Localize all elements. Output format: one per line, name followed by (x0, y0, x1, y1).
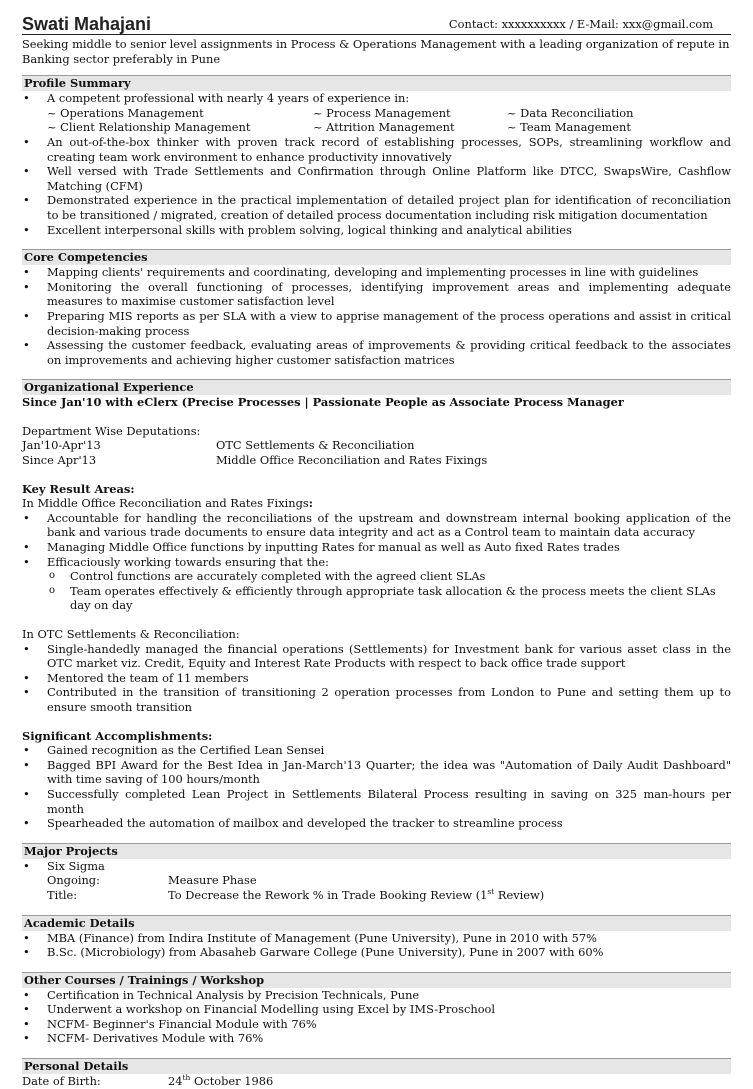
sub-list-item: o Control functions are accurately completed with the agreed client SLAs (22, 569, 731, 584)
list-item: • B.Sc. (Microbiology) from Abasaheb Garware College (Pune University), Pune in 2007 with 60% (22, 945, 731, 960)
project-title-label: Title: (47, 887, 78, 902)
section-title-academic: Academic Details (22, 915, 731, 931)
list-item: • Monitoring the overall functioning of processes, identifying improvement areas and implementing adequate measures to maximise customer satisfaction level (22, 280, 731, 309)
candidate-name: Swati Mahajani (22, 14, 152, 35)
list-item: • Accountable for handling the reconciliations of the upstream and downstream internal booking application of the bank and various trade documents to ensure data integrity and act as a Control team to maintain data accuracy (22, 511, 731, 540)
project-title-text: To Decrease the Rework % in Trade Booking Review (1 (168, 887, 488, 902)
deputation-row (22, 438, 731, 453)
list-item: • Contributed in the transition of transitioning 2 operation processes from London to Pune and setting them up to ensure smooth transition (22, 685, 731, 714)
mo-label-text: In Middle Office Reconciliation and Rates Fixings (22, 496, 309, 511)
list-item: • Six Sigma (22, 859, 731, 874)
project-title-end: Review) (494, 887, 545, 902)
profile-list (22, 91, 731, 237)
list-item: • Underwent a workshop on Financial Modelling using Excel by IMS-Proschool (22, 1002, 731, 1017)
otc-list (22, 642, 731, 715)
section-title-core: Core Competencies (22, 249, 731, 265)
list-item: • Demonstrated experience in the practical implementation of detailed project plan for identification of reconciliation to be transitioned / migrated, creation of detailed process documentation including risk mitigation documentation (22, 193, 731, 222)
list-item (22, 555, 731, 570)
skill-item: ~ Operations Management (47, 105, 204, 120)
list-item: • Single-handedly managed the financial operations (Settlements) for Investment bank for various asset class in the OTC market viz. Credit, Equity and Interest Rate Products with respect to back office trade support (22, 642, 731, 671)
list-item: • Bagged BPI Award for the Best Idea in Jan-March'13 Quarter; the idea was "Automation of Daily Audit Dashboard" with time saving of 100 hours/month (22, 758, 731, 787)
project-ongoing-value: Measure Phase (168, 873, 257, 888)
skills-grid (47, 106, 731, 135)
list-item: • An out-of-the-box thinker with proven track record of establishing processes, SOPs, streamlining workflow and creating team work environment to enhance productivity innovatively (22, 135, 731, 164)
section-title-courses: Other Courses / Trainings / Workshop (22, 972, 731, 988)
deputation-dept: OTC Settlements & Reconciliation (216, 438, 415, 453)
sub-list-item: o Team operates effectively & efficiently through appropriate task allocation & the process meets the client SLAs day on day (22, 584, 731, 613)
list-item: • NCFM- Derivatives Module with 76% (22, 1031, 731, 1046)
courses-list (22, 988, 731, 1046)
deputation-period: Since Apr'13 (22, 453, 97, 468)
accomplishments-list (22, 743, 731, 831)
section-title-profile: Profile Summary (22, 75, 731, 91)
profile-intro: A competent professional with nearly 4 years of experience in: (47, 91, 410, 106)
list-item: • NCFM- Beginner's Financial Module with 76% (22, 1017, 731, 1032)
skill-item: ~ Attrition Management (313, 120, 455, 135)
dob-label: Date of Birth: (22, 1074, 101, 1089)
list-item: • Gained recognition as the Certified Lean Sensei (22, 743, 731, 758)
mo-label (22, 496, 731, 511)
list-item: • Assessing the customer feedback, evaluating areas of improvements & providing critical feedback to the associates on improvements and achieving higher customer satisfaction matrices (22, 338, 731, 367)
project-title-row (22, 888, 731, 903)
project-ongoing-row (22, 873, 731, 888)
project-ongoing-label: Ongoing: (47, 873, 100, 888)
list-item: • Mentored the team of 11 members (22, 671, 731, 686)
skill-item: ~ Process Management (313, 105, 451, 120)
list-item: • Managing Middle Office functions by inputting Rates for manual as well as Auto fixed Rates trades (22, 540, 731, 555)
academic-list (22, 931, 731, 960)
kra-title: Key Result Areas: (22, 481, 135, 496)
mo-list (22, 511, 731, 569)
list-item: • Mapping clients' requirements and coordinating, developing and implementing processes in line with guidelines (22, 265, 731, 280)
otc-label: In OTC Settlements & Reconciliation: (22, 627, 240, 641)
list-item: • Spearheaded the automation of mailbox and developed the tracker to streamline process (22, 816, 731, 831)
accomplishments-title: Significant Accomplishments: (22, 728, 213, 743)
list-item: • Successfully completed Lean Project in Settlements Bilateral Process resulting in saving on 325 man-hours per month (22, 787, 731, 816)
objective-text: Seeking middle to senior level assignments in Process & Operations Management with a leading organization of repute in Banking sector preferably in Pune (22, 37, 730, 66)
list-item: • Excellent interpersonal skills with problem solving, logical thinking and analytical abilities (22, 223, 731, 238)
mo-sub-list (22, 569, 731, 613)
section-title-projects: Major Projects (22, 843, 731, 859)
dob-row (22, 1074, 731, 1089)
list-item (22, 91, 731, 135)
deputations-label: Department Wise Deputations: (22, 423, 201, 438)
deputation-period: Jan'10-Apr'13 (22, 438, 101, 453)
section-title-personal: Personal Details (22, 1058, 731, 1074)
dob-value (168, 1074, 731, 1089)
list-item: • Preparing MIS reports as per SLA with a view to apprise management of the process operations and assist in critical decision-making process (22, 309, 731, 338)
skill-item: ~ Team Management (507, 120, 631, 135)
dob-sup: th (182, 1073, 191, 1083)
list-item-text: Efficaciously working towards ensuring that the: (47, 554, 329, 569)
core-list (22, 265, 731, 367)
deputation-row (22, 453, 731, 468)
contact-info: Contact: xxxxxxxxxx / E-Mail: xxx@gmail.com (448, 17, 713, 32)
mo-label-colon: : (308, 496, 313, 511)
list-item: • Well versed with Trade Settlements and Confirmation through Online Platform like DTCC, SwapsWire, Cashflow Matching (CFM) (22, 164, 731, 193)
dob-rest: October 1986 (190, 1074, 274, 1089)
company-line: Since Jan'10 with eClerx (Precise Processes | Passionate People as Associate Process Manager (22, 395, 624, 410)
section-title-experience: Organizational Experience (22, 379, 731, 395)
skill-item: ~ Client Relationship Management (47, 120, 251, 135)
skill-item: ~ Data Reconciliation (507, 105, 634, 120)
list-item: • Certification in Technical Analysis by Precision Technicals, Pune (22, 988, 731, 1003)
projects-list (22, 859, 731, 874)
list-item: • MBA (Finance) from Indira Institute of Management (Pune University), Pune in 2010 with 57% (22, 931, 731, 946)
project-title-value (168, 888, 731, 903)
resume-header (22, 0, 731, 35)
project-title-sup: st (487, 887, 495, 897)
deputation-dept: Middle Office Reconciliation and Rates Fixings (216, 453, 488, 468)
dob-day: 24 (168, 1074, 183, 1089)
